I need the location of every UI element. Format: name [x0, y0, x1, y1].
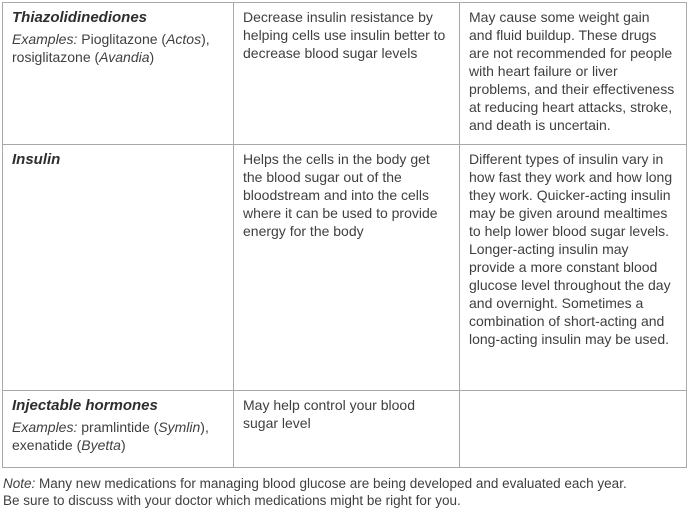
example-brand: Byetta	[81, 437, 121, 453]
considerations-text: May cause some weight gain and fluid buildup. These drugs are not recommended for people with heart failure or liver problems, and their effectiveness at reducing heart attacks, stroke, and death is uncertain.	[469, 9, 675, 133]
example-generic: pramlintide (	[81, 419, 159, 435]
drug-examples	[12, 30, 223, 66]
drug-name: Insulin	[12, 151, 61, 168]
table-row	[3, 391, 687, 468]
drug-name: Injectable hormones	[12, 397, 158, 414]
medications-table	[2, 2, 687, 468]
note-label: Note:	[3, 476, 36, 491]
how-it-works-text: May help control your blood sugar level	[243, 397, 415, 431]
example-line	[12, 30, 223, 48]
example-brand: Symlin	[158, 419, 201, 435]
example-generic: Pioglitazone (	[81, 31, 167, 47]
how-it-works-cell	[234, 145, 460, 391]
drug-class-cell	[3, 145, 234, 391]
example-punct: ),	[200, 419, 209, 435]
table-row	[3, 145, 687, 391]
examples-label: Examples:	[12, 31, 78, 47]
footnote	[3, 476, 686, 509]
example-line	[12, 48, 223, 66]
drug-class-cell	[3, 3, 234, 145]
example-brand: Avandia	[99, 49, 150, 65]
example-brand: Actos	[166, 31, 202, 47]
considerations-text: Different types of insulin vary in how fast they work and how long they work. Quicker-acting insulin may be given around mealtimes to help lower blood sugar levels. Longer-acting insulin may provide a more constant blood glucose level throughout the day and overnight. Sometimes a combination of short-acting and long-acting insulin may be used.	[469, 151, 673, 347]
example-generic: exenatide (	[12, 437, 82, 453]
example-line	[12, 418, 223, 436]
footnote-line2: Be sure to discuss with your doctor which medications might be right for you.	[3, 492, 461, 508]
how-it-works-text: Decrease insulin resistance by helping cells use insulin better to decrease blood sugar levels	[243, 9, 446, 61]
example-punct: ),	[201, 31, 210, 47]
considerations-cell	[460, 145, 687, 391]
drug-class-cell	[3, 391, 234, 468]
how-it-works-text: Helps the cells in the body get the blood sugar out of the bloodstream and into the cells where it can be used to provide energy for the body	[243, 151, 438, 239]
how-it-works-cell	[234, 3, 460, 145]
example-generic: rosiglitazone (	[12, 49, 100, 65]
drug-examples	[12, 418, 223, 454]
drug-name: Thiazolidinediones	[12, 9, 148, 26]
considerations-cell	[460, 391, 687, 468]
example-punct: )	[149, 49, 155, 65]
how-it-works-cell	[234, 391, 460, 468]
considerations-cell	[460, 3, 687, 145]
example-line	[12, 436, 223, 454]
table-row	[3, 3, 687, 145]
footnote-line1: Many new medications for managing blood glucose are being developed and evaluated each year.	[39, 476, 627, 491]
example-punct: )	[120, 437, 126, 453]
examples-label: Examples:	[12, 419, 78, 435]
